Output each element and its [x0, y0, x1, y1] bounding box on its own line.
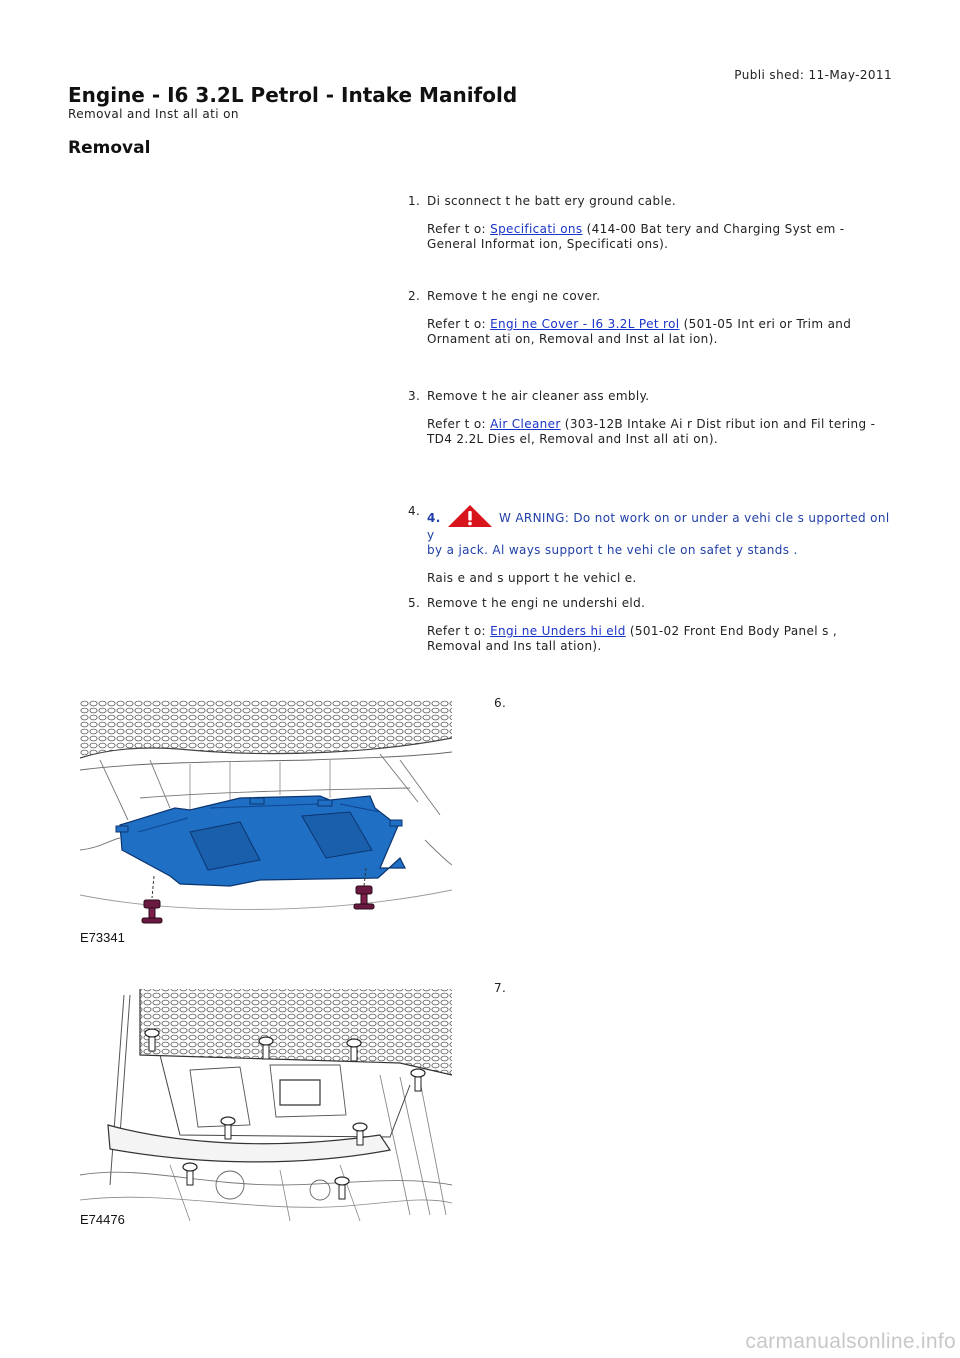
fastener-icon	[142, 900, 162, 923]
step-text: Remove t he engi ne cover.	[427, 289, 601, 303]
bolt-icon	[183, 1163, 197, 1185]
step-reference: Refer t o: Engi ne Cover - I6 3.2L Pet rol (501-05 Int eri or Trim and Ornament ati on, Removal and Inst al lat ion).	[427, 317, 852, 346]
step-number: 7.	[494, 981, 507, 995]
front-assembly-illustration	[80, 985, 452, 1227]
step-number: 1.	[408, 194, 421, 208]
step-text: Rais e and s upport t he vehicl e.	[427, 571, 637, 585]
watermark: carmanualsonline.info	[745, 1330, 956, 1353]
warning-triangle-icon	[447, 504, 493, 528]
page-subtitle: Removal and Inst all ati on	[68, 107, 239, 121]
page-title: Engine - I6 3.2L Petrol - Intake Manifold	[68, 83, 518, 107]
step-number: 4.	[408, 504, 421, 518]
section-heading: Removal	[68, 138, 151, 158]
warning-step-number: 4.	[427, 511, 441, 525]
step-reference: Refer t o: Air Cleaner (303-12B Intake Ai r Dist ribut ion and Fil tering - TD4 2.2L Dies el, Removal and Inst all ati on).	[427, 417, 876, 446]
step-text: Di sconnect t he batt ery ground cable.	[427, 194, 677, 208]
reference-link[interactable]: Engi ne Cover - I6 3.2L Pet rol	[490, 317, 680, 331]
reference-link[interactable]: Air Cleaner	[490, 417, 561, 431]
figure-label: E73341	[80, 930, 125, 945]
fastener-icon	[354, 886, 374, 909]
figure-undershield	[80, 700, 452, 945]
warning-text: 4. W ARNING: Do not work on or under a vehi cle s upported onl y by a jack. Al ways support t he vehi cle on safet y stands .	[427, 504, 897, 558]
bolt-icon	[335, 1177, 349, 1199]
figure-front-assembly	[80, 985, 452, 1227]
step-text: Remove t he air cleaner ass embly.	[427, 389, 650, 403]
step-number: 5.	[408, 596, 421, 610]
step-number: 3.	[408, 389, 421, 403]
reference-link[interactable]: Specificati ons	[490, 222, 583, 236]
reference-link[interactable]: Engi ne Unders hi eld	[490, 624, 626, 638]
step-text: Remove t he engi ne undershi eld.	[427, 596, 646, 610]
figure-label: E74476	[80, 1212, 125, 1227]
step-number: 2.	[408, 289, 421, 303]
step-number: 6.	[494, 696, 507, 710]
step-reference: Refer t o: Specificati ons (414-00 Bat tery and Charging Syst em - General Informat ion, Specificati ons).	[427, 222, 845, 251]
undershield-illustration	[80, 700, 452, 945]
step-reference: Refer t o: Engi ne Unders hi eld (501-02 Front End Body Panel s , Removal and Ins tall ation).	[427, 624, 838, 653]
published-date: Publi shed: 11-May-2011	[734, 68, 892, 82]
bolt-icon	[411, 1069, 425, 1091]
